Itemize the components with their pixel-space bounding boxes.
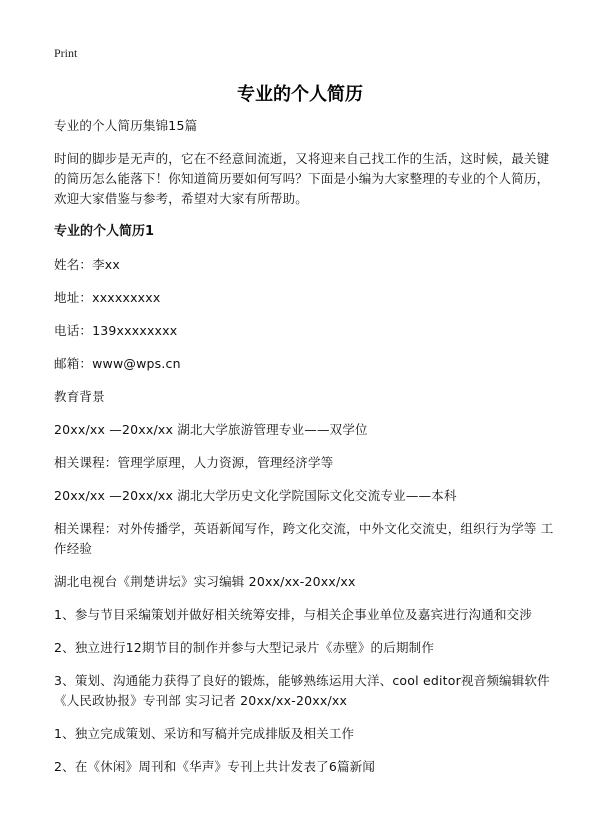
print-label: Print — [54, 46, 78, 60]
education-courses: 相关课程：管理学原理，人力资源，管理经济学等 — [54, 455, 334, 470]
education-item: 20xx/xx —20xx/xx 湖北大学历史文化学院国际文化交流专业——本科 — [54, 488, 457, 503]
email-line: 邮箱：www@wps.cn — [54, 356, 181, 371]
job-duty: 1、独立完成策划、采访和写稿并完成排版及相关工作 — [54, 726, 355, 741]
education-item: 20xx/xx —20xx/xx 湖北大学旅游管理专业——双学位 — [54, 422, 368, 437]
section-heading: 专业的个人简历1 — [54, 224, 155, 239]
job-title-line: 湖北电视台《荆楚讲坛》实习编辑 20xx/xx-20xx/xx — [54, 574, 356, 589]
phone-line: 电话：139xxxxxxxx — [54, 323, 178, 338]
education-heading: 教育背景 — [54, 389, 105, 404]
address-line: 地址：xxxxxxxxx — [54, 290, 161, 305]
intro-paragraph: 时间的脚步是无声的，它在不经意间流逝，又将迎来自己找工作的生活，这时候，最关键的简历怎么能落下！你知道简历要如何写吗？下面是小编为大家整理的专业的个人简历，欢迎大家借鉴与参考，希望对大家有所帮助。 — [54, 151, 550, 206]
job-duty: 2、在《休闲》周刊和《华声》专刊上共计发表了6篇新闻 — [54, 759, 376, 774]
name-line: 姓名：李xx — [54, 257, 120, 272]
job-duty: 1、参与节目采编策划并做好相关统筹安排，与相关企事业单位及嘉宾进行沟通和交涉 — [54, 607, 533, 622]
document-title: 专业的个人简历 — [237, 84, 363, 105]
document-subtitle: 专业的个人简历集锦15篇 — [54, 118, 198, 133]
education-courses: 相关课程：对外传播学，英语新闻写作，跨文化交流，中外文化交流史，组织行为学等 工作经验 — [54, 521, 554, 556]
document-body — [54, 116, 554, 790]
job-duty: 2、独立进行12期节目的制作并参与大型记录片《赤壁》的后期制作 — [54, 640, 435, 655]
job-duty: 3、策划、沟通能力获得了良好的锻炼，能够熟练运用大洋、cool editor视音频编辑软件 《人民政协报》专刊部 实习记者 20xx/xx-20xx/xx — [54, 673, 550, 708]
